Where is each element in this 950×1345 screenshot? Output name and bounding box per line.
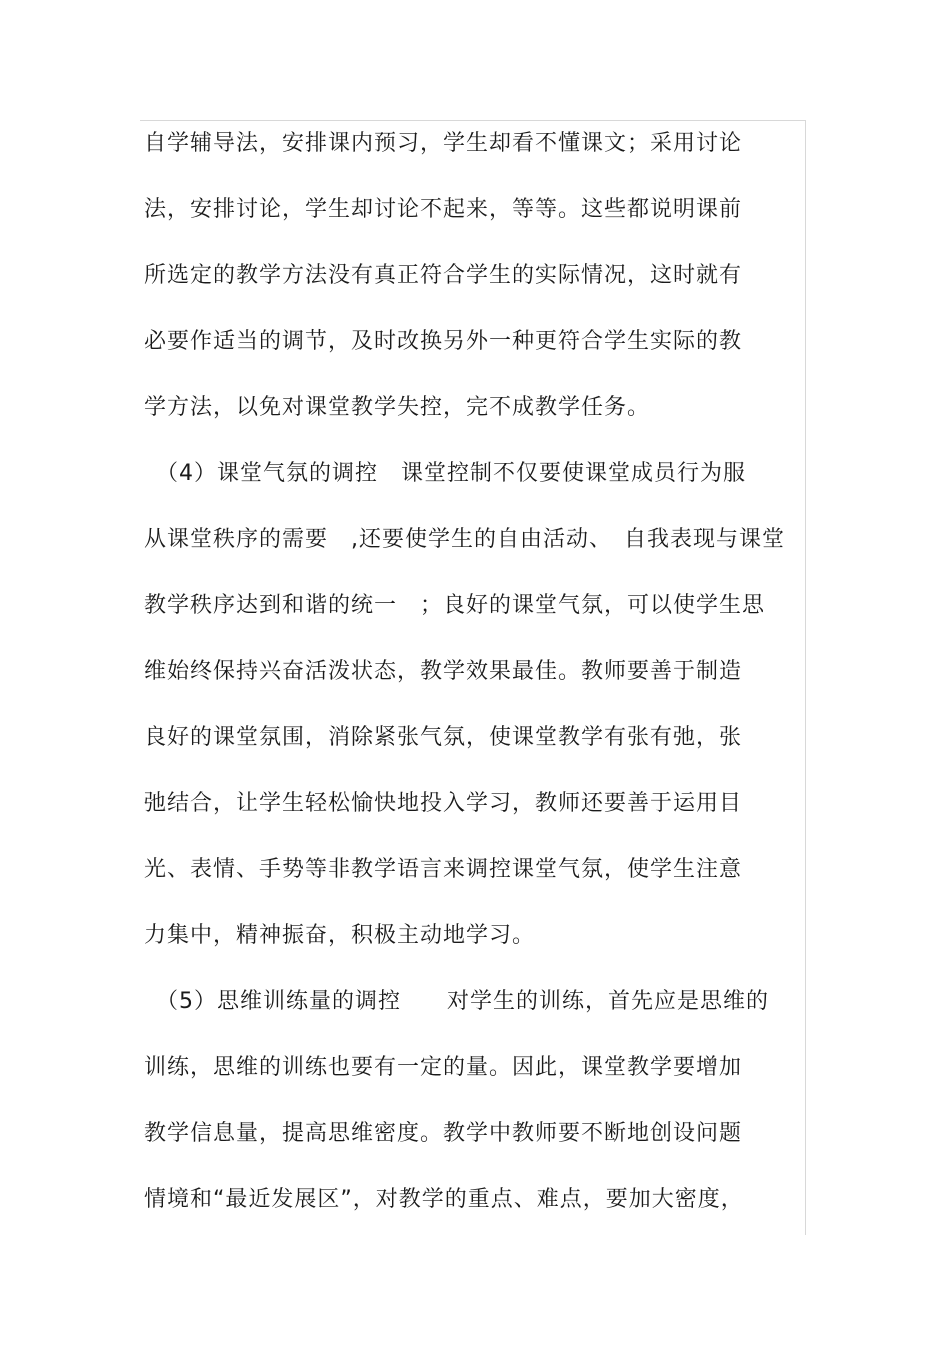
text-line: 维始终保持兴奋活泼状态，教学效果最佳。教师要善于制造	[144, 659, 743, 684]
text-line: 教学信息量，提高思维密度。教学中教师要不断地创设问题	[144, 1121, 743, 1146]
text-line: 自学辅导法，安排课内预习，学生却看不懂课文；采用讨论	[144, 131, 743, 156]
text-line: 从课堂秩序的需要 ,还要使学生的自由活动、 自我表现与课堂	[144, 527, 785, 552]
section-4-heading-line: （4）课堂气氛的调控 课堂控制不仅要使课堂成员行为服	[144, 461, 746, 486]
text-line: 弛结合，让学生轻松愉快地投入学习，教师还要善于运用目	[144, 791, 743, 816]
document-body	[144, 120, 804, 1242]
text-line: 学方法，以免对课堂教学失控，完不成教学任务。	[144, 395, 651, 420]
text-line: 良好的课堂氛围，消除紧张气氛，使课堂教学有张有弛，张	[144, 725, 743, 750]
text-line: 训练，思维的训练也要有一定的量。因此，课堂教学要增加	[144, 1055, 743, 1080]
text-line: 光、表情、手势等非教学语言来调控课堂气氛，使学生注意	[144, 857, 743, 882]
section-5-heading-line: （5）思维训练量的调控 对学生的训练，首先应是思维的	[144, 989, 769, 1014]
text-line: 法，安排讨论，学生却讨论不起来，等等。这些都说明课前	[144, 197, 743, 222]
text-line: 力集中，精神振奋，积极主动地学习。	[144, 923, 536, 948]
text-line: 情境和“最近发展区”，对教学的重点、难点，要加大密度，	[144, 1187, 744, 1212]
text-line: 教学秩序达到和谐的统一 ；良好的课堂气氛，可以使学生思	[144, 593, 766, 618]
text-line: 必要作适当的调节，及时改换另外一种更符合学生实际的教	[144, 329, 743, 354]
text-line: 所选定的教学方法没有真正符合学生的实际情况，这时就有	[144, 263, 743, 288]
